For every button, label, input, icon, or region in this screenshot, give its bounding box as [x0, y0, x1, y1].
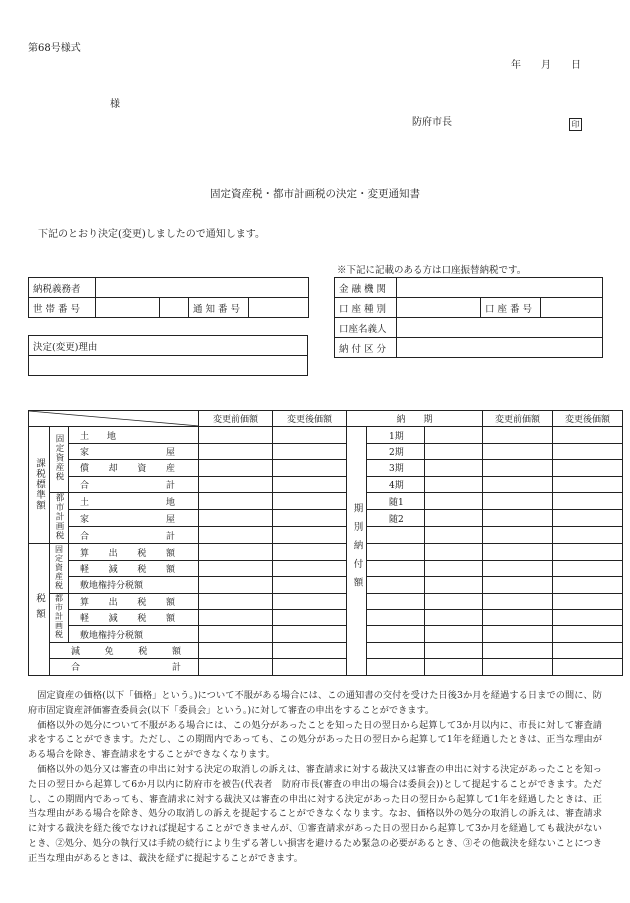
- seal-box: [569, 112, 582, 131]
- cell-before[interactable]: [199, 460, 273, 476]
- cell-after[interactable]: [273, 492, 347, 509]
- cell-before-2[interactable]: [483, 510, 553, 527]
- cell-before-2[interactable]: [483, 460, 553, 476]
- row-subtotal: 合 計: [69, 476, 199, 492]
- cell-after-2[interactable]: [553, 476, 623, 492]
- sub-city-std: 都市計画税: [50, 492, 69, 544]
- cell-after-2[interactable]: [553, 560, 623, 576]
- period-cell[interactable]: [425, 577, 483, 593]
- corner-diagonal: [29, 411, 199, 426]
- form-number: 第68号様式: [28, 43, 81, 54]
- row-depreciable: 償却資産: [69, 460, 199, 476]
- cell-after[interactable]: [273, 659, 347, 675]
- intro-text: 下記のとおり決定(変更)しましたので通知します。: [38, 229, 266, 240]
- sub-fixed-tax: 固定資産税: [50, 544, 69, 593]
- note-paragraph-2: 価格以外の処分について不服がある場合には、この処分があったことを知った日の翌日から起算して3か月以内に、市長に対して審査請求をすることができます。ただし、この期間内であっても、この処分があった日の翌日から起算して1年を経過したときは、正当な理由がある場合を除き、審査請求をすることができなくなります。: [28, 719, 602, 761]
- cell-before-2[interactable]: [483, 593, 553, 609]
- date-month: 月: [541, 60, 551, 71]
- cell-before[interactable]: [199, 593, 273, 609]
- note-paragraph-1: 固定資産の価格(以下「価格」という。)について不服がある場合には、この通知書の交付を受けた日後3か月を経過する日までの間に、防府市固定資産評価審査委員会(以下「委員会」という。)に対して審査の申出をすることができます。: [28, 690, 602, 716]
- cell-after-2[interactable]: [553, 492, 623, 509]
- cell-before-2[interactable]: [483, 642, 553, 658]
- row-city-calc-tax: 算出税額: [69, 593, 199, 609]
- period-cell[interactable]: [425, 510, 483, 527]
- household-no-label: 世 帯 番 号: [29, 298, 96, 318]
- cell-after[interactable]: [273, 476, 347, 492]
- cell-after-2[interactable]: [553, 544, 623, 560]
- cell-after[interactable]: [273, 560, 347, 576]
- period-label-cell[interactable]: [367, 610, 425, 626]
- row-city-land: 土 地: [69, 492, 199, 509]
- col-period: 納 期: [347, 411, 483, 427]
- cell-before-2[interactable]: [483, 427, 553, 443]
- period-label-cell[interactable]: [367, 544, 425, 560]
- payment-class-value[interactable]: [397, 338, 603, 358]
- cell-after-2[interactable]: [553, 610, 623, 626]
- taxpayer-info-table: [28, 277, 309, 318]
- taxpayer-label: 納税義務者: [29, 278, 96, 298]
- period-label-cell[interactable]: [367, 659, 425, 675]
- row-city-building: 家 屋: [69, 510, 199, 527]
- row-exemption: 減 免 税 額: [50, 642, 199, 658]
- period-label-cell[interactable]: [367, 593, 425, 609]
- cell-before-2[interactable]: [483, 659, 553, 675]
- period-2: 2期: [367, 443, 425, 459]
- cell-before[interactable]: [199, 476, 273, 492]
- cell-before-2[interactable]: [483, 476, 553, 492]
- cell-before-2[interactable]: [483, 527, 553, 544]
- row-site-share-tax: 敷地権持分税額: [69, 577, 199, 593]
- cell-before[interactable]: [199, 577, 273, 593]
- cell-before-2[interactable]: [483, 577, 553, 593]
- reason-label: 決定(変更)理由: [29, 336, 308, 356]
- cell-after-2[interactable]: [553, 593, 623, 609]
- period-cell[interactable]: [425, 443, 483, 459]
- cell-before-2[interactable]: [483, 610, 553, 626]
- cell-after[interactable]: [273, 642, 347, 658]
- bank-label: 金 融 機 関: [335, 278, 397, 298]
- col-before: 変更前価額: [199, 411, 273, 427]
- row-city-reduction-tax: 軽減税額: [69, 610, 199, 626]
- sub-fixed-std: 固定資産税: [50, 427, 69, 493]
- period-cell[interactable]: [425, 610, 483, 626]
- note-paragraph-3: 価格以外の処分又は審査の申出に対する決定の取消しの訴えは、審査請求に対する裁決又は審査の申出に対する決定があったことを知った日の翌日から起算して6か月以内に防府市を被告(代表者 防府市長(審査の申出の場合は委員会))として提起することができます。ただし、この期間内であっても、審査請求に対する裁決又は審査の申出に対する決定があった日の翌日から起算して1年を経過したときは、正当な理由がある場合を除き、処分の取消しの訴えを提起することができなくなります。なお、価格以外の処分の取消しの訴えは、審査請求に対する裁決を経た後でなければ提起することができませんが、①審査請求があった日の翌日から起算して3か月を経過しても裁決がないとき、②処分、処分の執行又は手続の続行により生ずる著しい損害を避けるため緊急の必要があるとき、③その他裁決を経ないことにつき正当な理由があるときは、裁決を経ずに提起することができます。: [28, 763, 602, 864]
- cell-before-2[interactable]: [483, 560, 553, 576]
- col-after-2: 変更後価額: [553, 411, 623, 427]
- cell-before[interactable]: [199, 642, 273, 658]
- cell-before-2[interactable]: [483, 492, 553, 509]
- cell-after[interactable]: [273, 427, 347, 443]
- cell-after-2[interactable]: [553, 659, 623, 675]
- col-after: 変更後価額: [273, 411, 347, 427]
- seal-mark: 印: [569, 118, 582, 131]
- col-before-2: 変更前価額: [483, 411, 553, 427]
- cell-after[interactable]: [273, 610, 347, 626]
- row-calc-tax: 算出税額: [69, 544, 199, 560]
- cell-after-2[interactable]: [553, 427, 623, 443]
- period-label-cell[interactable]: [367, 626, 425, 642]
- date-year: 年: [511, 60, 521, 71]
- account-no-value[interactable]: [541, 298, 603, 318]
- row-city-subtotal: 合 計: [69, 527, 199, 544]
- group-tax: 税額: [29, 544, 50, 675]
- period-4: 4期: [367, 476, 425, 492]
- row-city-site-share-tax: 敷地権持分税額: [69, 626, 199, 642]
- cell-before[interactable]: [199, 626, 273, 642]
- account-type-label: 口 座 種 別: [335, 298, 397, 318]
- reason-value[interactable]: [29, 356, 308, 376]
- account-type-value[interactable]: [397, 298, 481, 318]
- bank-transfer-note: ※下記に記載のある方は口座振替納税です。: [337, 265, 527, 276]
- cell-after-2[interactable]: [553, 443, 623, 459]
- cell-after[interactable]: [273, 593, 347, 609]
- cell-before[interactable]: [199, 610, 273, 626]
- cell-before[interactable]: [199, 544, 273, 560]
- cell-before[interactable]: [199, 510, 273, 527]
- household-no-value[interactable]: [96, 298, 160, 318]
- header-corner: [29, 411, 199, 427]
- account-name-value[interactable]: [397, 318, 603, 338]
- period-1: 1期: [367, 427, 425, 443]
- cell-after-2[interactable]: [553, 577, 623, 593]
- period-cell[interactable]: [425, 427, 483, 443]
- cell-before[interactable]: [199, 443, 273, 459]
- date-day: 日: [571, 60, 581, 71]
- period-group: 期別納付額: [347, 427, 367, 675]
- period-extra-2: 随2: [367, 510, 425, 527]
- taxpayer-value[interactable]: [96, 278, 309, 298]
- account-name-label: 口座名義人: [335, 318, 397, 338]
- cell-before[interactable]: [199, 427, 273, 443]
- period-label-cell[interactable]: [367, 560, 425, 576]
- cell-before-2[interactable]: [483, 544, 553, 560]
- cell-after[interactable]: [273, 577, 347, 593]
- reason-table: [28, 335, 308, 376]
- cell-after[interactable]: [273, 527, 347, 544]
- cell-after[interactable]: [273, 626, 347, 642]
- appeal-notes: [28, 689, 602, 867]
- period-cell[interactable]: [425, 626, 483, 642]
- household-no-value-2[interactable]: [160, 298, 189, 318]
- sender-name: 防府市長: [412, 117, 452, 128]
- row-grand-total: 合 計: [50, 659, 199, 675]
- cell-after-2[interactable]: [553, 510, 623, 527]
- period-cell[interactable]: [425, 560, 483, 576]
- cell-after[interactable]: [273, 443, 347, 459]
- period-extra-1: 随1: [367, 492, 425, 509]
- period-cell[interactable]: [425, 492, 483, 509]
- cell-after-2[interactable]: [553, 527, 623, 544]
- document-title: 固定資産税・都市計画税の決定・変更通知書: [210, 188, 420, 200]
- period-label-cell[interactable]: [367, 577, 425, 593]
- period-cell[interactable]: [425, 544, 483, 560]
- sub-city-tax: 都市計画税: [50, 593, 69, 642]
- period-cell[interactable]: [425, 460, 483, 476]
- notice-no-label: 通 知 番 号: [189, 298, 249, 318]
- cell-before[interactable]: [199, 560, 273, 576]
- bank-value[interactable]: [397, 278, 603, 298]
- row-building: 家 屋: [69, 443, 199, 459]
- group-standard: 課税標準額: [29, 427, 50, 544]
- payment-class-label: 納 付 区 分: [335, 338, 397, 358]
- cell-after[interactable]: [273, 544, 347, 560]
- period-cell[interactable]: [425, 527, 483, 544]
- cell-after-2[interactable]: [553, 626, 623, 642]
- cell-before[interactable]: [199, 659, 273, 675]
- period-3: 3期: [367, 460, 425, 476]
- assessment-table: [28, 410, 623, 676]
- cell-after[interactable]: [273, 510, 347, 527]
- period-cell[interactable]: [425, 659, 483, 675]
- cell-before[interactable]: [199, 492, 273, 509]
- cell-before[interactable]: [199, 527, 273, 544]
- account-no-label: 口 座 番 号: [481, 298, 541, 318]
- cell-before-2[interactable]: [483, 626, 553, 642]
- bank-info-table: [334, 277, 603, 358]
- period-label-cell[interactable]: [367, 642, 425, 658]
- period-cell[interactable]: [425, 593, 483, 609]
- period-cell[interactable]: [425, 476, 483, 492]
- cell-after[interactable]: [273, 460, 347, 476]
- row-land: 土 地: [69, 427, 199, 443]
- cell-after-2[interactable]: [553, 460, 623, 476]
- period-label-cell[interactable]: [367, 527, 425, 544]
- addressee-suffix: 様: [110, 99, 120, 110]
- period-cell[interactable]: [425, 642, 483, 658]
- notice-no-value[interactable]: [249, 298, 309, 318]
- row-reduction-tax: 軽減税額: [69, 560, 199, 576]
- cell-after-2[interactable]: [553, 642, 623, 658]
- cell-before-2[interactable]: [483, 443, 553, 459]
